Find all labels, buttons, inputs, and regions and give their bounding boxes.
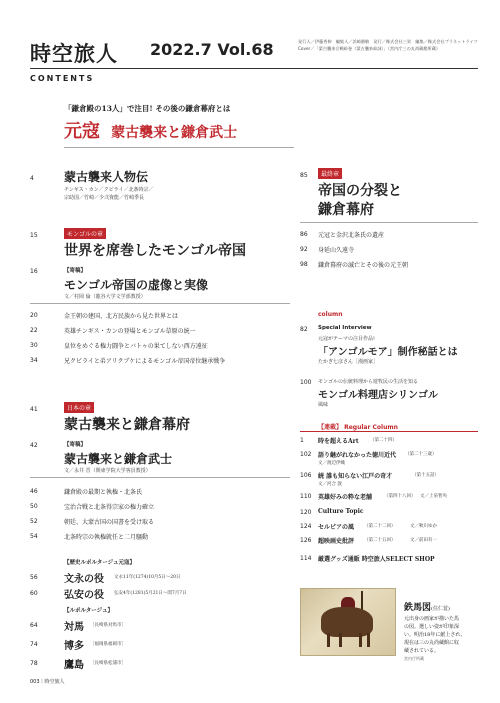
feature-title-main: 元寇 (64, 121, 100, 142)
regular-item: セルビアの風 (318, 524, 355, 531)
report-title: 弘安の役 (64, 590, 104, 601)
chapter-badge: 最終章 (318, 168, 342, 179)
chapter-title: 蒙古襲来と鎌倉幕府 (64, 417, 190, 433)
horse-leg (327, 633, 330, 647)
regular-item: 英雄好みの粋な老舗 (318, 494, 373, 501)
page-number: 98 (300, 261, 308, 268)
caption-title-text: 鉄馬図 (404, 603, 432, 613)
credit-line: 発行人／伊藤秀伸 編集人／浜崎勝敏 発行／株式会社三栄 編集／株式会社プラネットライツ (298, 39, 478, 44)
list-item: 朝廷、大蒙古国の国書を受け取る (64, 519, 155, 526)
regular-item: Culture Topic (318, 508, 364, 515)
list-item: 元冠と金沢北条氏の遺産 (318, 232, 385, 239)
credit-line: Cover／「蒙古襲来合戦絵巻（蒙古襲来絵詞）」（宮内庁三の丸尚蔵館所蔵） (298, 46, 441, 51)
regular-column-tag (318, 422, 398, 431)
caption-title (404, 600, 466, 613)
caption-line: 現在は三の丸尚蔵館に収 (404, 640, 460, 646)
list-item: 金王朝の建国、北方民族から見た世界とは (64, 313, 179, 320)
section-sub: 宗助国／竹崎／少弐資能／竹崎季長 (64, 195, 145, 201)
divider (300, 431, 478, 432)
page-number: 54 (30, 533, 38, 540)
masthead (30, 38, 478, 66)
page-number: 1 (300, 437, 304, 444)
report-title: 鷹島 (64, 660, 84, 671)
page-number: 92 (300, 246, 308, 253)
divider (30, 477, 290, 478)
section-title: モンゴル料理店シリンゴル (318, 390, 438, 401)
page-number: 110 (300, 493, 312, 500)
report-title: 対馬 (64, 622, 84, 633)
regular-note: （第二十二回） (364, 524, 396, 529)
column-label: column (318, 311, 343, 318)
report-place: ［福岡県福岡市］ (90, 642, 126, 647)
chapter-badge: モンゴルの章 (64, 228, 106, 239)
regular-author: 文／河合 敦 (318, 482, 342, 487)
page-footer: 003｜時空旅人 (30, 679, 65, 685)
page-number: 34 (30, 357, 38, 364)
section-tag: Special Interview (318, 325, 372, 331)
horse-leg (359, 633, 362, 647)
page-number: 52 (30, 518, 38, 525)
report-title: 文永の役 (64, 574, 104, 585)
issue-number: 2022.7 Vol.68 (150, 40, 274, 59)
regular-item: 厳選グッズ通販 時空旅人SELECT SHOP (318, 556, 435, 563)
regular-author: 文／渡辺伊織 (318, 461, 345, 466)
report-place: ［長崎県対馬市］ (90, 623, 126, 628)
page-number: 4 (30, 175, 34, 182)
regular-note: （第二十四） (370, 438, 397, 443)
section-title: 蒙古襲来と鎌倉武士 (64, 452, 173, 466)
section-author: 風味 (318, 402, 329, 408)
section-lead: モンゴルの伝統料理から遊牧民の生活を知る (318, 379, 419, 385)
chapter-badge: 日本の章 (64, 402, 94, 413)
page-number: 60 (30, 590, 38, 597)
page-number: 16 (30, 268, 38, 275)
divider (64, 147, 294, 148)
page-number: 30 (30, 342, 38, 349)
section-tag: 【歴史ルポルタージュ元寇】 (64, 560, 136, 566)
page-number: 15 (30, 232, 38, 239)
page-number: 42 (30, 442, 38, 449)
chapter-title: 帝国の分裂と (318, 183, 402, 199)
page-number: 22 (30, 327, 38, 334)
caption-credit: 宮内庁所蔵 (404, 656, 424, 661)
page-number: 86 (300, 231, 308, 238)
page-number: 78 (30, 660, 38, 667)
regular-note: （第四十八回） (384, 494, 416, 499)
page-number: 56 (30, 574, 38, 581)
section-tag: 【寄稿】 (64, 268, 87, 274)
regular-item: 超映画史批評 (318, 538, 355, 545)
section-title: 蒙古襲来人物伝 (64, 170, 149, 184)
section-title: モンゴル帝国の虚像と実像 (64, 278, 209, 292)
list-item: 身延山久遠寺 (318, 247, 355, 254)
horse-leg (339, 633, 342, 647)
report-date: 弘安4年(1281)5月21日〜閏7月7日 (114, 591, 187, 596)
divider (300, 222, 478, 223)
report-place: ［長崎県松浦市］ (90, 661, 126, 666)
page-number: 120 (300, 509, 312, 516)
list-item: 北条時宗の執権就任と二月騒動 (64, 534, 149, 541)
caption-line: 蔵されている。 (404, 648, 440, 654)
list-item: 皇位をめぐる権力闘争とバトゥの果てしない西方遠征 (64, 343, 208, 350)
regular-tag: 【連載】 (318, 424, 343, 431)
regular-author: 文／前田有一 (410, 538, 437, 543)
page-number: 74 (30, 641, 38, 648)
list-item: 英雄チンギス・カンの登場とモンゴル草原の統一 (64, 328, 196, 335)
page-number: 102 (300, 451, 312, 458)
page-number: 106 (300, 472, 312, 479)
caption-body (404, 615, 466, 663)
section-title: 「アンゴルモア」制作秘話とは (318, 347, 458, 358)
regular-author: 文／秋川ゆか (410, 524, 437, 529)
section-author: 文／村岡 倫（龍谷大学文学部教授） (64, 294, 146, 300)
regular-note: （第二十五回） (364, 538, 396, 543)
caption-line: の図。選しい姿が印象深 (404, 624, 460, 630)
page-number: 100 (300, 379, 312, 386)
list-item: 兄クビライと弟アリクブケによるモンゴル帝国帝位継承戦争 (64, 358, 226, 365)
horse-leg (367, 633, 370, 647)
list-item: 鎌倉殿の最期と執権・北条氏 (64, 489, 143, 496)
chapter-title: 世界を席巻したモンゴル帝国 (64, 243, 246, 259)
page-number: 82 (300, 326, 308, 333)
regular-label: Regular Column (344, 424, 398, 431)
section-tag: 【寄稿】 (64, 442, 87, 448)
page-number: 124 (300, 523, 312, 530)
page-number: 50 (30, 503, 38, 510)
horse-painting-image (300, 588, 396, 656)
regular-note: （第十五話） (412, 473, 439, 478)
caption-line: 元出身の画家が描いた馬 (404, 616, 460, 622)
list-item: 鎌倉幕府の滅亡とその後の元王朝 (318, 262, 409, 269)
caption-title-note: (住仁覚) (431, 606, 450, 612)
regular-author: 文／上泉智央 (420, 494, 447, 499)
section-author: たかぎ七彦さん［漫画家］ (318, 359, 379, 365)
regular-item: 続 誰も知らない江戸の奇才 (318, 473, 393, 480)
page-number: 20 (30, 312, 38, 319)
section-author: 文／永井 晋（関東学院大学客員教授） (64, 468, 151, 474)
credits (298, 38, 498, 52)
report-date: 文永11年(1274)10月5日〜20日 (114, 575, 181, 580)
regular-item: 語り継がれなかった徳川近代 (318, 452, 397, 459)
page-number: 64 (30, 622, 38, 629)
page-number: 85 (300, 172, 308, 179)
image-caption (404, 600, 466, 663)
caption-line: い。明治18年に献上され、 (404, 632, 466, 638)
divider (30, 303, 290, 304)
page-number: 41 (30, 406, 38, 413)
magazine-title: 時空旅人 (30, 41, 118, 66)
regular-item: 時を超えるArt (318, 438, 359, 445)
report-title: 博多 (64, 641, 84, 652)
page-number: 126 (300, 537, 312, 544)
page-number: 46 (30, 488, 38, 495)
feature-lead: 「鎌倉殿の13人」で注目! その後の鎌倉幕府とは (64, 104, 231, 113)
chapter-title: 鎌倉幕府 (318, 202, 374, 218)
header-rule (30, 68, 478, 69)
page-number: 114 (300, 555, 312, 562)
section-tag: 【ルポルタージュ】 (64, 608, 114, 614)
feature-title-sub: 蒙古襲来と鎌倉武士 (111, 125, 238, 141)
list-item: 宝治合戦と北条得宗家の権力確立 (64, 504, 155, 511)
section-sub: チンギス・カン／クビライ／北条時宗／ (64, 187, 154, 193)
section-lead: 元寇がテーマの注目作品! (318, 336, 376, 342)
feature-title (64, 117, 237, 143)
regular-note: （第二十三歳） (405, 452, 437, 457)
contents-heading: CONTENTS (30, 74, 95, 83)
